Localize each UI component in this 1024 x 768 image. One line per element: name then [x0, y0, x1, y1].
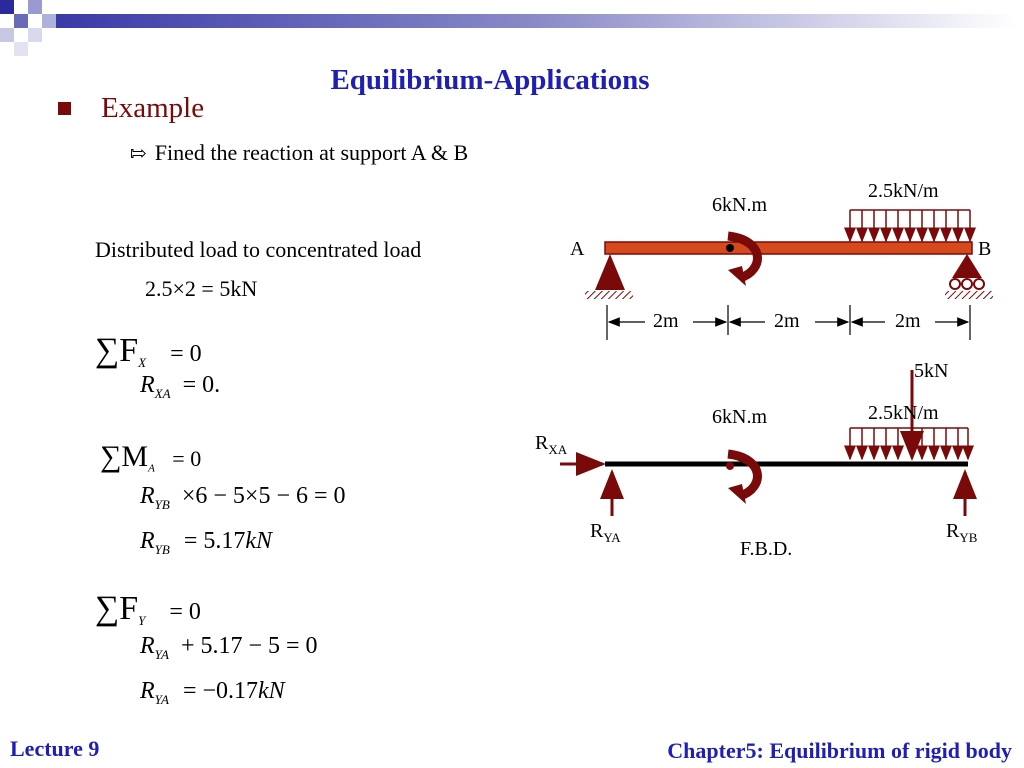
arrow-bullet-icon: ⇰ — [130, 142, 147, 165]
span-2-label: 2m — [774, 310, 800, 332]
eq-ryb-result: $R_{YB} = 5.17kN$ — [140, 528, 273, 557]
fbd-dist-load-label: 2.5kN/m — [868, 402, 939, 424]
span-1-label: 2m — [653, 310, 679, 332]
header-decoration — [0, 0, 1024, 60]
support-a-label: A — [570, 238, 585, 260]
beam-diagrams — [560, 170, 1020, 580]
sub-bullet-text: Fined the reaction at support A & B — [154, 140, 469, 165]
eq-rxa: $R_{XA} = 0$. — [140, 372, 221, 401]
fbd-distributed-load-arrows — [850, 428, 968, 459]
sub-bullet — [130, 140, 468, 166]
eq-sum-ma: $\sum M_A = 0$ — [100, 440, 202, 475]
eq-sum-fx: $\sum F_X = 0$ — [95, 332, 202, 370]
eq-ryb-moment: $R_{YB} \times 6 - 5\times 5 - 6 = 0$ — [140, 483, 346, 512]
span-3-label: 2m — [895, 310, 921, 332]
fbd-caption: F.B.D. — [740, 538, 793, 560]
pin-support-a-icon — [585, 254, 633, 299]
fbd-conc-load-label: 5kN — [914, 360, 949, 382]
eq-rya-sum: $R_{YA} + 5.17 - 5 = 0$ — [140, 633, 318, 662]
footer-lecture: Lecture 9 — [10, 736, 100, 761]
support-b-label: B — [978, 238, 992, 260]
square-bullet-icon — [58, 102, 71, 115]
eq-sum-fy: $\sum F_Y = 0$ — [95, 590, 201, 628]
distributed-load-calc: 2.5×2 = 5kN — [145, 276, 258, 301]
slide-title: Equilibrium-Applications — [330, 64, 650, 96]
fbd-moment-label: 6kN.m — [712, 406, 767, 428]
fbd-beam — [560, 370, 968, 516]
bullet-text: Example — [101, 92, 205, 124]
eq-rya-result: $R_{YA} = -0.17kN$ — [140, 678, 285, 707]
dist-load-label: 2.5kN/m — [868, 180, 939, 202]
fbd-rya-label: $R_{YA}$ — [590, 520, 621, 545]
footer-chapter: Chapter5: Equilibrium of rigid body — [667, 738, 1012, 763]
distributed-load-text: Distributed load to concentrated load — [95, 237, 422, 262]
bullet-example — [58, 92, 204, 125]
fbd-rxa-label: $R_{XA}$ — [535, 432, 568, 457]
beam-bar — [605, 242, 972, 254]
moment-label: 6kN.m — [712, 194, 767, 216]
distributed-load-arrows — [850, 210, 970, 241]
fbd-ryb-label: $R_{YB}$ — [946, 520, 978, 545]
